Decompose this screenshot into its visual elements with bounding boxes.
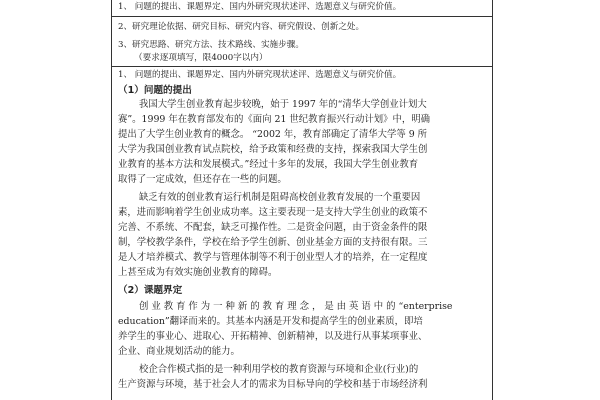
paragraph-line: 取得了一定成效，但还存在一些的问题。 [118, 174, 287, 185]
paragraph-line: 上甚至成为有效实施创业教育的障碍。 [118, 267, 278, 278]
paragraph-line: 是人才培养模式、教学与管理体制等不利于创业型人才的培养，在一定程度 [118, 252, 428, 263]
guide-note: （要求逐项填写，限4000字以内） [134, 53, 268, 63]
table-rule [111, 16, 492, 17]
heading-problem: （1）问题的提出 [118, 85, 192, 96]
paragraph-line: 赛”。1999 年在教育部发布的《面向 21 世纪教育振兴行动计划》中，明确 [118, 114, 431, 125]
paragraph-line: 校企合作模式指的是一种利用学校的教育资源与环境和企业(行业)的 [139, 364, 419, 375]
paragraph-line: 缺乏有效的创业教育运行机制是阻碍高校创业教育发展的一个重要因 [139, 192, 421, 203]
paragraph-line: 完善、不系统、不配套，缺乏可操作性。二是资金问题，由于资金条件的限 [118, 222, 428, 233]
guide-item: 3、研究思路、研究方法、技术路线、实施步骤。 [118, 40, 304, 50]
paragraph-line: 创 业 教 育 作 为 一 种 新 的 教 育 理 念 ， 是 由 英 语 中 的 “enterprise [139, 301, 453, 312]
paragraph-line: education”翻译而来的。其基本内涵是开发和提高学生的创业素质，即培 [118, 316, 423, 327]
paragraph-line: 养学生的事业心、进取心、开拓精神、创新精神，以及进行从事某项事业、 [118, 331, 428, 342]
paragraph-line: 大学为我国创业教育试点院校，给予政策和经费的支持，探索我国大学生创 [118, 144, 428, 155]
paragraph-line: 企业、商业规划活动的能力。 [118, 346, 240, 357]
paragraph-line: 业教育的基本方法和发展模式。”经过十多年的发展，我国大学生创业教育 [118, 159, 419, 170]
table-rule [111, 66, 492, 67]
paragraph-line: 制，学校教学条件，学校在给予学生创新、创业基金方面的支持很有限。三 [118, 237, 428, 248]
section-title: 1、 问题的提出、课题界定、国内外研究现状述评、选题意义与研究价值。 [118, 70, 402, 80]
heading-definition: （2）课题界定 [118, 285, 183, 296]
paragraph-line: 我国大学生创业教育起步较晚，始于 1997 年的“清华大学创业计划大 [139, 99, 427, 110]
paragraph-line: 生产资源与环境，基于社会人才的需求为目标导向的学校和基于市场经济利 [118, 379, 428, 390]
paragraph-line: 素，进而影响着学生创业成功率。这主要表现一是支持大学生创业的政策不 [118, 207, 428, 218]
paragraph-line: 提出了大学生创业教育的概念。 “2002 年，教育部确定了清华大学等 9 所 [118, 129, 428, 140]
guide-item: 1、 问题的提出、课题界定、国内外研究现状述评、选题意义与研究价值。 [118, 2, 402, 12]
guide-item: 2、研究理论依据、研究目标、研究内容、研究假设、创新之处。 [118, 22, 365, 32]
